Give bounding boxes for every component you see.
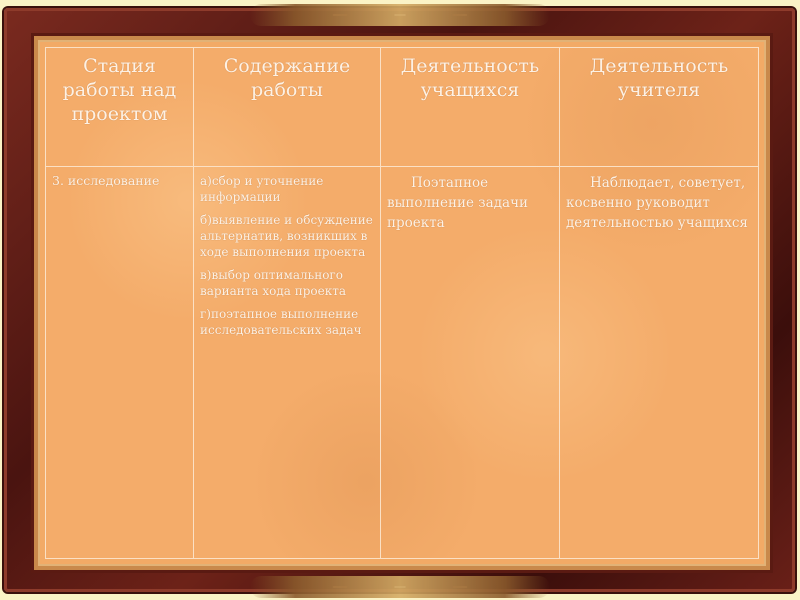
table-header-row bbox=[46, 48, 759, 167]
table-row bbox=[46, 167, 759, 559]
cell-stage: 3. исследование bbox=[46, 167, 194, 559]
header-teacher: Деятельность учителя bbox=[560, 48, 759, 167]
content-item: а)сбор и уточнение информации bbox=[200, 174, 324, 204]
frame-ornament-bottom bbox=[250, 576, 550, 598]
content-item: г)поэтапное выполнение исследовательских задач bbox=[200, 307, 362, 337]
ornate-frame bbox=[4, 8, 795, 592]
content-item: в)выбор оптимального варианта хода проекта bbox=[200, 268, 346, 298]
header-stage: Стадия работы над проектом bbox=[46, 48, 194, 167]
header-content: Содержание работы bbox=[194, 48, 381, 167]
cell-students: Поэтапное выполнение задачи проекта bbox=[381, 167, 560, 559]
content-item: б)выявление и обсуждение альтернатив, возникших в ходе выполнения проекта bbox=[200, 213, 373, 259]
cell-teacher: Наблюдает, советует, косвенно руководит деятельностью учащихся bbox=[560, 167, 759, 559]
header-students: Деятельность учащихся bbox=[381, 48, 560, 167]
frame-ornament-top bbox=[250, 4, 550, 26]
project-stage-table bbox=[45, 47, 759, 559]
frame-inner-border bbox=[34, 36, 770, 570]
cell-content bbox=[194, 167, 381, 559]
slide-paper bbox=[45, 47, 759, 559]
